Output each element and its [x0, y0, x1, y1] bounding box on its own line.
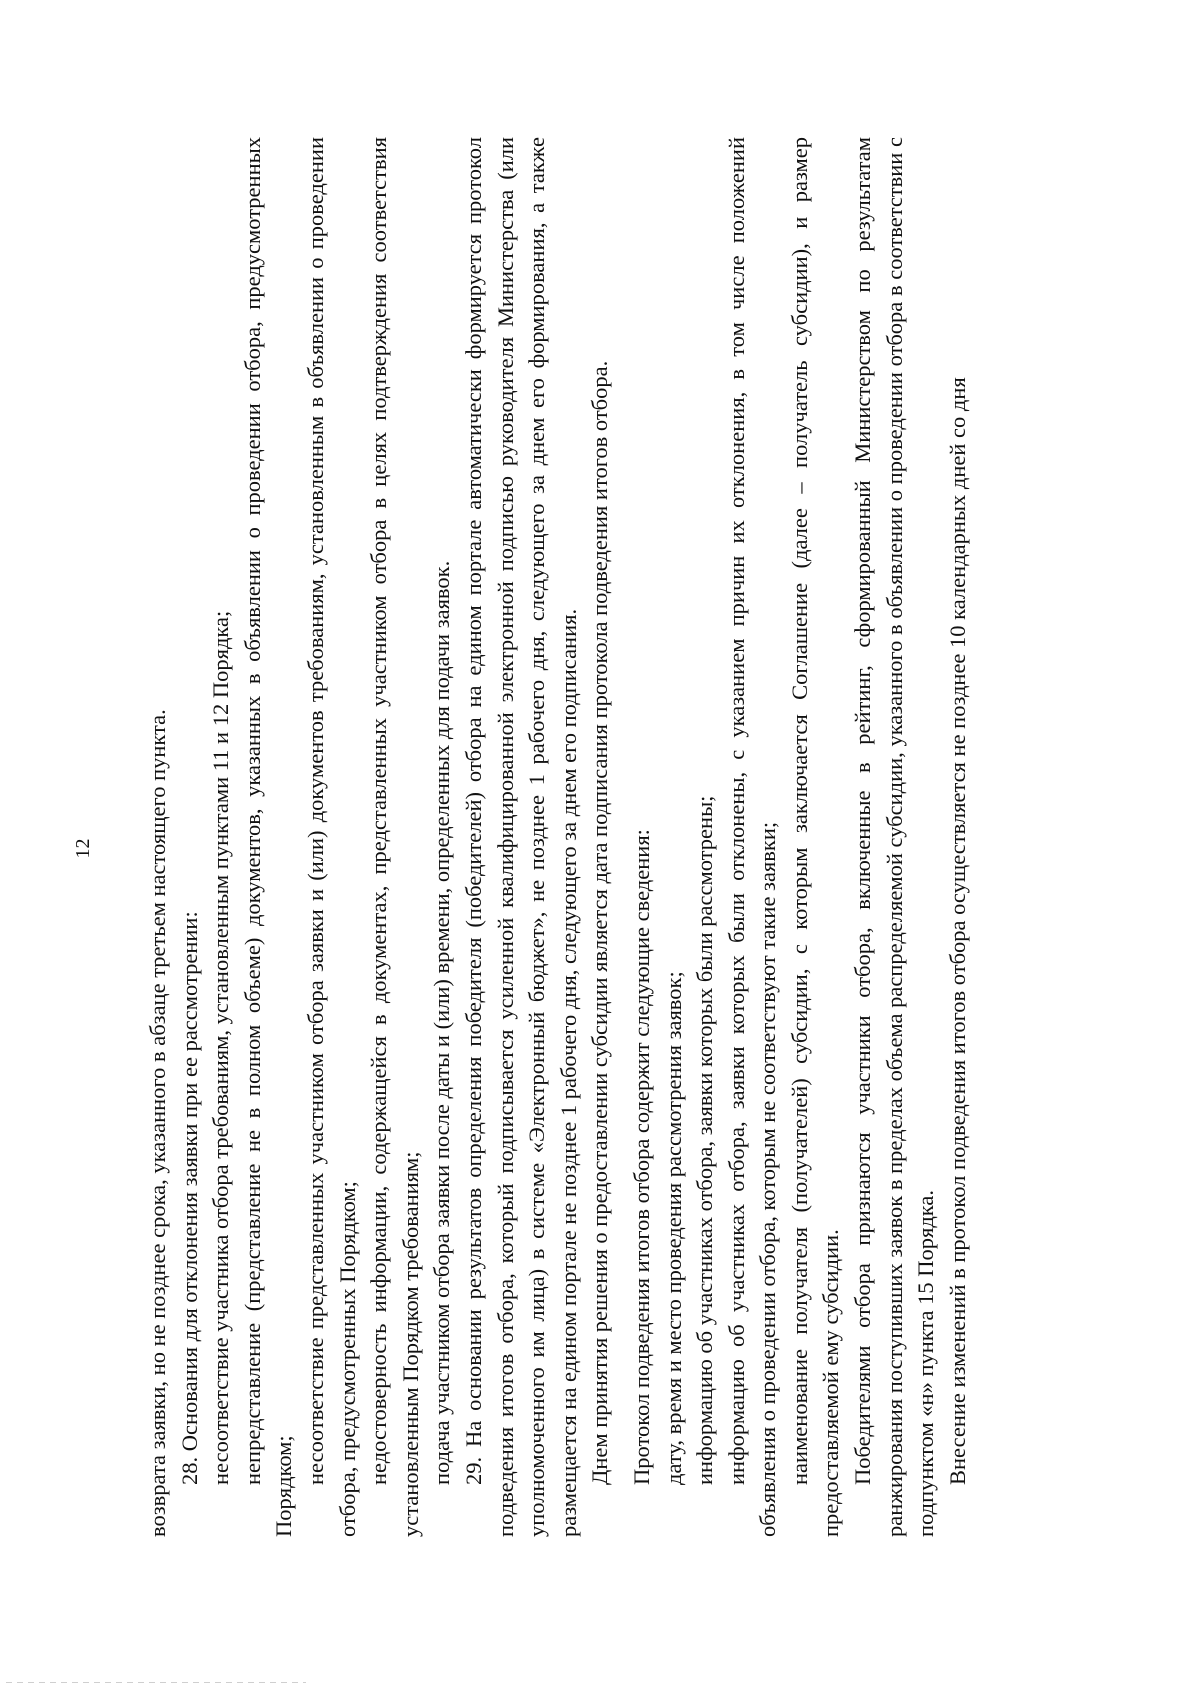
- paragraph: Протокол подведения итогов отбора содержит следующие сведения:: [628, 829, 654, 1485]
- paragraph: Днем принятия решения о предоставлении субсидии является дата подписания протокола подведения итогов отбора.: [587, 360, 613, 1485]
- paragraph: непредставление (представление не в полном объеме) документов, указанных в объявлении о проведении отбора, предусмотренных Порядком;: [239, 137, 297, 1537]
- paragraph: информацию об участниках отбора, заявки которых были отклонены, с указанием причин их отклонения, в том числе положений объявления о проведении отбора, которым не соответствуют такие заявки;: [723, 137, 781, 1537]
- paragraph: подача участником отбора заявки после даты и (или) времени, определенных для подачи заявок.: [429, 560, 455, 1485]
- paragraph: Внесение изменений в протокол подведения итогов отбора осуществляется не позднее 10 календарных дней со дня: [944, 377, 970, 1485]
- scan-edge-mark: [6, 1682, 306, 1683]
- paragraph: наименование получателя (получателей) субсидии, с которым заключается Соглашение (далее – получатель субсидии), и размер предоставляемой ему субсидии.: [786, 137, 844, 1537]
- paragraph: Победителями отбора признаются участники отбора, включенные в рейтинг, сформированный Министерством по результатам ранжирования поступивших заявок в пределах объема распределяемой субсидии, указанного в объявлении о проведении отбора в соответствии с подпунктом «н» пункта 15 Порядка.: [850, 137, 939, 1537]
- paragraph: несоответствие участника отбора требованиям, установленным пунктами 11 и 12 Порядка;: [208, 610, 234, 1485]
- document-body: [142, 137, 973, 1537]
- page-number: 12: [72, 838, 94, 859]
- paragraph: возврата заявки, но не позднее срока, указанного в абзаце третьем настоящего пункта.: [145, 709, 170, 1537]
- paragraph: 29. На основании результатов определения победителя (победителей) отбора на едином портале автоматически формируется протокол подведения итогов отбора, который подписывается усиленной квалифицированной электронной подписью руководителя Министерства (или уполномоченного им лица) в системе «Электронный бюджет», не позднее 1 рабочего дня, следующего за днем его формирования, а также размещается на едином портале не позднее 1 рабочего дня, следующего за днем его подписания.: [460, 137, 581, 1537]
- paragraph: информацию об участниках отбора, заявки которых были рассмотрены;: [692, 795, 718, 1485]
- paragraph: недостоверность информации, содержащейся в документах, представленных участником отбора в целях подтверждения соответствия установленным Порядком требованиям;: [366, 137, 423, 1537]
- paragraph: дату, время и место проведения рассмотрения заявок;: [660, 971, 686, 1485]
- paragraph: несоответствие представленных участником отбора заявки и (или) документов требованиям, установленным в объявлении о проведении отбора, предусмотренных Порядком;: [302, 137, 360, 1537]
- paragraph: 28. Основания для отклонения заявки при ее рассмотрении:: [176, 911, 202, 1485]
